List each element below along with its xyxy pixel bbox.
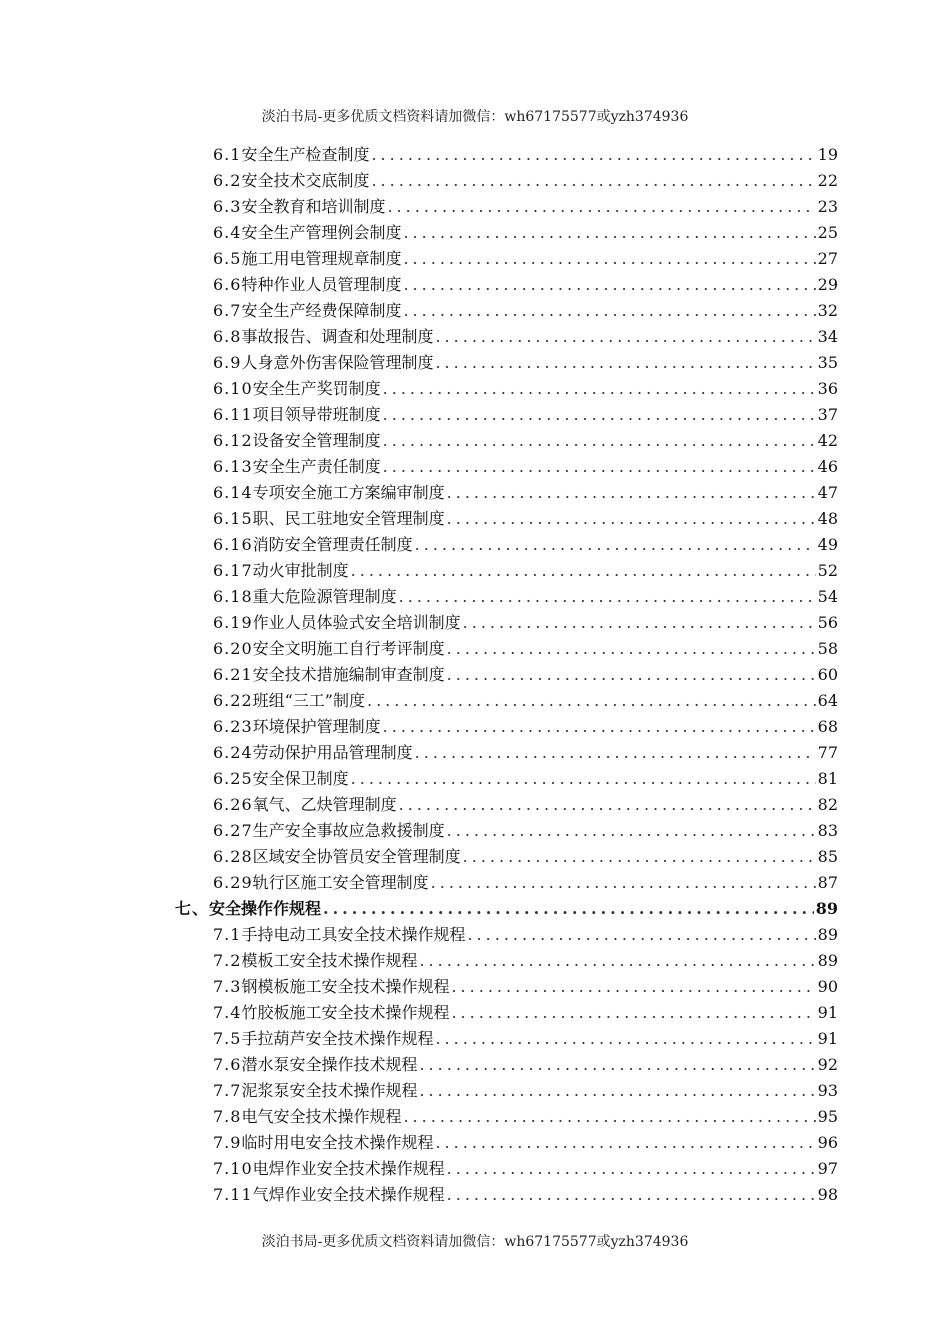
toc-entry-row [213, 818, 838, 844]
toc-chapter-entry[interactable] [175, 896, 838, 922]
toc-entry-page-number: 64 [817, 691, 838, 710]
toc-entry-number: 6.25 [213, 769, 253, 788]
toc-entry-row [213, 480, 838, 506]
toc-entry-number: 6.16 [213, 535, 253, 554]
toc-entry-title: 生产安全事故应急救援制度 [252, 821, 445, 840]
toc-entry-title: 安全操作作规程 [209, 899, 322, 918]
toc-entry-title: 电焊作业安全技术操作规程 [252, 1159, 445, 1178]
toc-entry-title: 氧气、乙炔管理制度 [252, 795, 397, 814]
toc-entry-page-number: 89 [817, 951, 838, 970]
toc-entry-row [213, 1078, 838, 1104]
toc-entry-row [213, 584, 838, 610]
toc-entry-page-number: 81 [817, 769, 838, 788]
toc-entry-row [213, 506, 838, 532]
toc-entry-title: 泥浆泵安全技术操作规程 [241, 1081, 418, 1100]
toc-section-entry[interactable] [213, 948, 838, 974]
toc-entry-number: 6.19 [213, 613, 253, 632]
toc-entry-number: 6.3 [213, 197, 242, 216]
toc-section-entry[interactable] [213, 350, 838, 376]
toc-entry-number: 7.5 [213, 1029, 242, 1048]
toc-entry-page-number: 22 [817, 171, 838, 190]
toc-entry-row [213, 870, 838, 896]
toc-entry-number: 7.1 [213, 925, 242, 944]
toc-entry-number: 6.18 [213, 587, 253, 606]
toc-section-entry[interactable] [213, 1182, 838, 1208]
toc-entry-row [213, 558, 838, 584]
toc-section-entry[interactable] [213, 1130, 838, 1156]
toc-dot-leader [403, 272, 815, 298]
toc-entry-title: 安全生产奖罚制度 [252, 379, 381, 398]
toc-dot-leader [447, 480, 816, 506]
toc-entry-page-number: 54 [817, 587, 838, 606]
toc-dot-leader [383, 428, 816, 454]
toc-entry-page-number: 98 [817, 1185, 838, 1204]
toc-entry-row [213, 246, 838, 272]
toc-entry-row [213, 662, 838, 688]
toc-entry-number: 6.21 [213, 665, 253, 684]
toc-entry-row [213, 766, 838, 792]
toc-entry-title: 人身意外伤害保险管理制度 [241, 353, 434, 372]
toc-entry-row [213, 922, 838, 948]
toc-entry-row [213, 350, 838, 376]
toc-section-entry[interactable] [213, 324, 838, 350]
toc-section-entry[interactable] [213, 168, 838, 194]
toc-section-entry[interactable] [213, 870, 838, 896]
toc-dot-leader [447, 636, 816, 662]
toc-section-entry[interactable] [213, 142, 838, 168]
toc-entry-row [213, 1130, 838, 1156]
toc-entry-page-number: 34 [817, 327, 838, 346]
toc-entry-page-number: 68 [817, 717, 838, 736]
toc-entry-page-number: 95 [817, 1107, 838, 1126]
toc-entry-page-number: 35 [817, 353, 838, 372]
toc-entry-page-number: 91 [817, 1003, 838, 1022]
toc-entry-row [213, 1156, 838, 1182]
toc-entry-row [213, 142, 838, 168]
toc-section-entry[interactable] [213, 584, 838, 610]
toc-entry-row [213, 532, 838, 558]
toc-dot-leader [419, 948, 815, 974]
toc-section-entry[interactable] [213, 1104, 838, 1130]
toc-entry-page-number: 77 [817, 743, 838, 762]
toc-section-entry[interactable] [213, 844, 838, 870]
toc-entry-title: 安全技术交底制度 [241, 171, 370, 190]
toc-dot-leader [399, 792, 816, 818]
toc-entry-page-number: 32 [817, 301, 838, 320]
toc-entry-title: 特种作业人员管理制度 [241, 275, 402, 294]
toc-entry-number: 6.10 [213, 379, 253, 398]
toc-entry-title: 模板工安全技术操作规程 [241, 951, 418, 970]
toc-entry-number: 7.8 [213, 1107, 242, 1126]
toc-entry-page-number: 89 [817, 925, 838, 944]
toc-entry-title: 安全保卫制度 [252, 769, 349, 788]
toc-entry-title: 轨行区施工安全管理制度 [252, 873, 429, 892]
toc-entry-title: 施工用电管理规章制度 [241, 249, 402, 268]
toc-entry-number: 6.23 [213, 717, 253, 736]
toc-entry-row [213, 220, 838, 246]
toc-entry-number: 7.11 [213, 1185, 253, 1204]
toc-entry-title: 设备安全管理制度 [252, 431, 381, 450]
toc-entry-page-number: 48 [817, 509, 838, 528]
toc-entry-row [213, 714, 838, 740]
toc-entry-row [213, 454, 838, 480]
toc-entry-number: 6.1 [213, 145, 242, 164]
toc-entry-title: 安全生产管理例会制度 [241, 223, 402, 242]
toc-entry-row [213, 792, 838, 818]
toc-section-entry[interactable] [213, 792, 838, 818]
toc-dot-leader [435, 350, 815, 376]
toc-entry-row [213, 688, 838, 714]
toc-entry-title: 安全生产责任制度 [252, 457, 381, 476]
toc-entry-number: 6.14 [213, 483, 253, 502]
toc-dot-leader [403, 220, 815, 246]
toc-entry-page-number: 49 [817, 535, 838, 554]
toc-section-entry[interactable] [213, 246, 838, 272]
toc-dot-leader [463, 610, 816, 636]
toc-dot-leader [435, 1130, 815, 1156]
toc-entry-title: 临时用电安全技术操作规程 [241, 1133, 434, 1152]
toc-entry-title: 手拉葫芦安全技术操作规程 [241, 1029, 434, 1048]
toc-entry-number: 7.2 [213, 951, 242, 970]
toc-entry-page-number: 25 [817, 223, 838, 242]
toc-entry-row [175, 896, 838, 922]
toc-entry-row [213, 1104, 838, 1130]
toc-section-entry[interactable] [213, 402, 838, 428]
toc-dot-leader [415, 740, 816, 766]
toc-entry-page-number: 42 [817, 431, 838, 450]
toc-section-entry[interactable] [213, 298, 838, 324]
toc-entry-row [213, 324, 838, 350]
toc-dot-leader [403, 246, 815, 272]
toc-dot-leader [371, 142, 815, 168]
toc-dot-leader [367, 688, 816, 714]
toc-section-entry[interactable] [213, 480, 838, 506]
toc-entry-number: 6.11 [213, 405, 253, 424]
toc-entry-row [213, 1026, 838, 1052]
toc-entry-row [213, 740, 838, 766]
toc-entry-number: 6.9 [213, 353, 242, 372]
toc-section-entry[interactable] [213, 818, 838, 844]
toc-entry-row [213, 194, 838, 220]
toc-section-entry[interactable] [213, 1078, 838, 1104]
toc-dot-leader [387, 194, 815, 220]
toc-dot-leader [399, 584, 816, 610]
toc-entry-row [213, 948, 838, 974]
toc-entry-page-number: 87 [817, 873, 838, 892]
toc-section-entry[interactable] [213, 1052, 838, 1078]
toc-entry-title: 事故报告、调查和处理制度 [241, 327, 434, 346]
toc-section-entry[interactable] [213, 922, 838, 948]
toc-dot-leader [467, 922, 815, 948]
toc-entry-page-number: 85 [817, 847, 838, 866]
toc-entry-title: 职、民工驻地安全管理制度 [252, 509, 445, 528]
toc-section-entry[interactable] [213, 194, 838, 220]
toc-entry-row [213, 974, 838, 1000]
toc-entry-title: 电气安全技术操作规程 [241, 1107, 402, 1126]
toc-entry-number: 7.10 [213, 1159, 253, 1178]
toc-dot-leader [323, 896, 814, 922]
toc-dot-leader [351, 766, 816, 792]
toc-section-entry[interactable] [213, 974, 838, 1000]
page-footer: 淡泊书局-更多优质文档资料请加微信：wh67175577或yzh374936 [261, 1234, 689, 1250]
toc-section-entry[interactable] [213, 766, 838, 792]
toc-entry-page-number: 27 [817, 249, 838, 268]
toc-section-entry[interactable] [213, 532, 838, 558]
toc-dot-leader [447, 818, 816, 844]
toc-entry-page-number: 29 [817, 275, 838, 294]
toc-entry-title: 消防安全管理责任制度 [252, 535, 413, 554]
toc-section-entry[interactable] [213, 1026, 838, 1052]
toc-dot-leader [351, 558, 816, 584]
toc-section-entry[interactable] [213, 428, 838, 454]
toc-entry-row [213, 1182, 838, 1208]
toc-entry-number: 7.7 [213, 1081, 242, 1100]
toc-dot-leader [383, 454, 816, 480]
toc-entry-page-number: 23 [817, 197, 838, 216]
toc-entry-number: 6.29 [213, 873, 253, 892]
toc-entry-number: 6.28 [213, 847, 253, 866]
toc-entry-row [213, 298, 838, 324]
toc-entry-title: 区域安全协管员安全管理制度 [252, 847, 461, 866]
toc-entry-page-number: 90 [817, 977, 838, 996]
toc-entry-title: 竹胶板施工安全技术操作规程 [241, 1003, 450, 1022]
toc-entry-number: 6.6 [213, 275, 242, 294]
toc-entry-number: 6.5 [213, 249, 242, 268]
toc-dot-leader [435, 324, 815, 350]
toc-entry-page-number: 92 [817, 1055, 838, 1074]
toc-entry-number: 6.4 [213, 223, 242, 242]
toc-entry-number: 6.20 [213, 639, 253, 658]
toc-dot-leader [419, 1052, 815, 1078]
toc-section-entry[interactable] [213, 506, 838, 532]
toc-entry-number: 6.27 [213, 821, 253, 840]
toc-entry-title: 手持电动工具安全技术操作规程 [241, 925, 466, 944]
table-of-contents [0, 142, 950, 1208]
toc-dot-leader [435, 1026, 815, 1052]
toc-entry-page-number: 52 [817, 561, 838, 580]
toc-entry-title: 项目领导带班制度 [252, 405, 381, 424]
toc-entry-number: 6.7 [213, 301, 242, 320]
toc-section-entry[interactable] [213, 454, 838, 480]
toc-entry-row [213, 402, 838, 428]
toc-entry-page-number: 37 [817, 405, 838, 424]
toc-dot-leader [451, 974, 815, 1000]
toc-entry-title: 专项安全施工方案编审制度 [252, 483, 445, 502]
toc-dot-leader [383, 402, 816, 428]
toc-entry-number: 6.12 [213, 431, 253, 450]
toc-section-entry[interactable] [213, 376, 838, 402]
toc-entry-number: 7.3 [213, 977, 242, 996]
toc-entry-page-number: 47 [817, 483, 838, 502]
toc-dot-leader [383, 376, 816, 402]
toc-section-entry[interactable] [213, 662, 838, 688]
toc-entry-title: 环境保护管理制度 [252, 717, 381, 736]
toc-dot-leader [447, 1182, 816, 1208]
toc-section-entry[interactable] [213, 558, 838, 584]
toc-entry-number: 6.2 [213, 171, 242, 190]
toc-dot-leader [383, 714, 816, 740]
toc-entry-row [213, 428, 838, 454]
toc-entry-number: 7.4 [213, 1003, 242, 1022]
toc-entry-page-number: 83 [817, 821, 838, 840]
toc-entry-row [213, 844, 838, 870]
toc-entry-number: 7.9 [213, 1133, 242, 1152]
toc-entry-row [213, 168, 838, 194]
toc-entry-title: 重大危险源管理制度 [252, 587, 397, 606]
toc-section-entry[interactable] [213, 272, 838, 298]
toc-entry-title: 动火审批制度 [252, 561, 349, 580]
toc-entry-number: 6.8 [213, 327, 242, 346]
toc-dot-leader [447, 662, 816, 688]
toc-entry-title: 气焊作业安全技术操作规程 [252, 1185, 445, 1204]
toc-entry-page-number: 89 [815, 899, 838, 918]
toc-entry-page-number: 60 [817, 665, 838, 684]
toc-entry-number: 7.6 [213, 1055, 242, 1074]
toc-entry-row [213, 636, 838, 662]
toc-entry-page-number: 91 [817, 1029, 838, 1048]
page-header: 淡泊书局-更多优质文档资料请加微信：wh67175577或yzh374936 [261, 109, 689, 125]
toc-section-entry[interactable] [213, 688, 838, 714]
toc-section-entry[interactable] [213, 714, 838, 740]
toc-section-entry[interactable] [213, 220, 838, 246]
toc-entry-page-number: 58 [817, 639, 838, 658]
toc-entry-page-number: 19 [817, 145, 838, 164]
toc-entry-number: 6.17 [213, 561, 253, 580]
toc-section-entry[interactable] [213, 610, 838, 636]
toc-section-entry[interactable] [213, 636, 838, 662]
toc-entry-title: 安全生产检查制度 [241, 145, 370, 164]
toc-entry-page-number: 82 [817, 795, 838, 814]
toc-entry-row [213, 610, 838, 636]
toc-dot-leader [451, 1000, 815, 1026]
toc-entry-page-number: 96 [817, 1133, 838, 1152]
toc-entry-page-number: 46 [817, 457, 838, 476]
toc-entry-number: 6.24 [213, 743, 253, 762]
toc-entry-number: 6.15 [213, 509, 253, 528]
toc-entry-title: 安全教育和培训制度 [241, 197, 386, 216]
toc-entry-page-number: 36 [817, 379, 838, 398]
toc-entry-title: 作业人员体验式安全培训制度 [252, 613, 461, 632]
toc-entry-row [213, 1000, 838, 1026]
toc-entry-title: 安全技术措施编制审查制度 [252, 665, 445, 684]
toc-entry-title: 钢模板施工安全技术操作规程 [241, 977, 450, 996]
toc-section-entry[interactable] [213, 1156, 838, 1182]
toc-entry-title: 班组“三工”制度 [252, 691, 365, 710]
toc-entry-number: 6.22 [213, 691, 253, 710]
toc-dot-leader [403, 298, 815, 324]
toc-entry-row [213, 376, 838, 402]
toc-entry-title: 安全生产经费保障制度 [241, 301, 402, 320]
toc-entry-page-number: 56 [817, 613, 838, 632]
toc-dot-leader [463, 844, 816, 870]
toc-dot-leader [447, 1156, 816, 1182]
toc-dot-leader [371, 168, 815, 194]
toc-entry-number: 6.13 [213, 457, 253, 476]
toc-dot-leader [419, 1078, 815, 1104]
toc-dot-leader [403, 1104, 815, 1130]
toc-entry-number: 七、 [175, 899, 210, 918]
toc-entry-row [213, 1052, 838, 1078]
toc-dot-leader [431, 870, 816, 896]
toc-entry-number: 6.26 [213, 795, 253, 814]
toc-entry-page-number: 97 [817, 1159, 838, 1178]
toc-dot-leader [415, 532, 816, 558]
toc-section-entry[interactable] [213, 740, 838, 766]
toc-dot-leader [447, 506, 816, 532]
toc-entry-title: 潜水泵安全操作技术规程 [241, 1055, 418, 1074]
toc-section-entry[interactable] [213, 1000, 838, 1026]
toc-entry-page-number: 93 [817, 1081, 838, 1100]
toc-entry-title: 安全文明施工自行考评制度 [252, 639, 445, 658]
toc-entry-row [213, 272, 838, 298]
toc-entry-title: 劳动保护用品管理制度 [252, 743, 413, 762]
